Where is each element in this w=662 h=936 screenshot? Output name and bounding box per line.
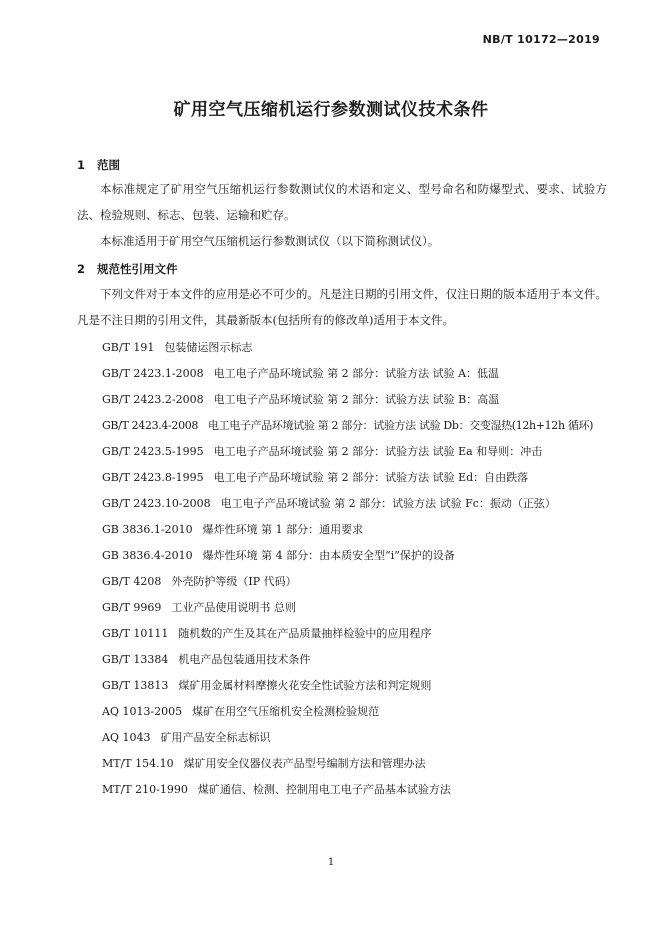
- paragraph: 下列文件对于本文件的应用是必不可少的。凡是注日期的引用文件，仅注日期的版本适用于本文件。凡是不注日期的引用文件，其最新版本(包括所有的修改单)适用于本文件。: [77, 287, 607, 327]
- reference-title: 包装储运图示标志: [164, 341, 253, 354]
- reference-code: GB/T 9969: [102, 601, 162, 614]
- reference-item: [102, 729, 270, 745]
- reference-code: GB 3836.1-2010: [102, 523, 193, 536]
- reference-title: 煤矿用安全仪器仪表产品型号编制方法和管理办法: [183, 757, 426, 770]
- standard-code: NB/T 10172—2019: [482, 33, 600, 46]
- reference-code: GB/T 10111: [102, 627, 169, 640]
- reference-title: 电工电子产品环境试验 第 2 部分：试验方法 试验 Ed：自由跌落: [213, 471, 529, 484]
- reference-title: 电工电子产品环境试验 第 2 部分：试验方法 试验 A：低温: [213, 367, 500, 380]
- reference-code: GB/T 13384: [102, 653, 169, 666]
- reference-item: [102, 599, 296, 615]
- reference-item: [102, 495, 556, 511]
- reference-code: MT/T 154.10: [102, 757, 174, 770]
- reference-title: 爆炸性环境 第 1 部分：通用要求: [202, 523, 364, 536]
- reference-code: GB/T 2423.5-1995: [102, 445, 204, 458]
- reference-title: 煤矿用金属材料摩擦火花安全性试验方法和判定规则: [178, 679, 432, 692]
- reference-code: MT/T 210-1990: [102, 783, 188, 796]
- reference-title: 机电产品包装通用技术条件: [178, 653, 311, 666]
- section-1-heading: [77, 157, 120, 173]
- reference-code: GB/T 13813: [102, 679, 169, 692]
- reference-title: 电工电子产品环境试验 第 2 部分：试验方法 试验 Db：交变湿热(12h+12h 循环): [208, 419, 594, 432]
- reference-title: 电工电子产品环境试验 第 2 部分：试验方法 试验 Fc：振动（正弦）: [220, 497, 556, 510]
- reference-code: AQ 1013-2005: [102, 705, 183, 718]
- reference-code: GB/T 2423.8-1995: [102, 471, 204, 484]
- reference-item: [102, 677, 431, 693]
- reference-code: GB 3836.4-2010: [102, 549, 193, 562]
- reference-code: GB/T 2423.1-2008: [102, 367, 204, 380]
- reference-item: [102, 625, 431, 641]
- section-number: 1: [77, 158, 86, 172]
- reference-title: 电工电子产品环境试验 第 2 部分：试验方法 试验 Ea 和导则：冲击: [213, 445, 543, 458]
- reference-item: [102, 365, 499, 381]
- section-2-heading: [77, 261, 178, 277]
- section-number: 2: [77, 262, 86, 276]
- reference-item: [102, 391, 499, 407]
- reference-item: [102, 339, 252, 355]
- section-title: 范围: [97, 158, 120, 172]
- reference-item: [102, 521, 363, 537]
- reference-code: GB/T 2423.2-2008: [102, 393, 204, 406]
- section-title: 规范性引用文件: [97, 262, 178, 276]
- reference-title: 电工电子产品环境试验 第 2 部分：试验方法 试验 B：高温: [213, 393, 500, 406]
- paragraph: 本标准适用于矿用空气压缩机运行参数测试仪（以下简称测试仪）。: [100, 234, 440, 248]
- reference-title: 工业产品使用说明书 总则: [171, 601, 296, 614]
- reference-item: [102, 651, 310, 667]
- reference-item: [102, 573, 297, 589]
- reference-title: 随机数的产生及其在产品质量抽样检验中的应用程序: [178, 627, 432, 640]
- reference-code: GB/T 191: [102, 341, 155, 354]
- reference-title: 爆炸性环境 第 4 部分：由本质安全型“i”保护的设备: [202, 549, 455, 562]
- reference-title: 煤矿在用空气压缩机安全检测检验规范: [192, 705, 380, 718]
- reference-title: 煤矿通信、检测、控制用电工电子产品基本试验方法: [197, 783, 451, 796]
- reference-item: [102, 703, 379, 719]
- reference-title: 矿用产品安全标志标识: [160, 731, 271, 744]
- reference-item: [102, 469, 528, 485]
- reference-item: [102, 417, 593, 433]
- reference-code: GB/T 4208: [102, 575, 162, 588]
- reference-code: GB/T 2423.10-2008: [102, 497, 211, 510]
- document-title: 矿用空气压缩机运行参数测试仪技术条件: [173, 100, 489, 120]
- paragraph: 本标准规定了矿用空气压缩机运行参数测试仪的术语和定义、型号命名和防爆型式、要求、试验方法、检验规则、标志、包装、运输和贮存。: [77, 182, 607, 222]
- reference-item: [102, 781, 451, 797]
- reference-item: [102, 755, 426, 771]
- reference-item: [102, 547, 455, 563]
- page-number: 1: [327, 857, 335, 868]
- reference-item: [102, 443, 542, 459]
- reference-code: GB/T 2423.4-2008: [102, 419, 199, 432]
- reference-title: 外壳防护等级（IP 代码）: [171, 575, 297, 588]
- reference-code: AQ 1043: [102, 731, 151, 744]
